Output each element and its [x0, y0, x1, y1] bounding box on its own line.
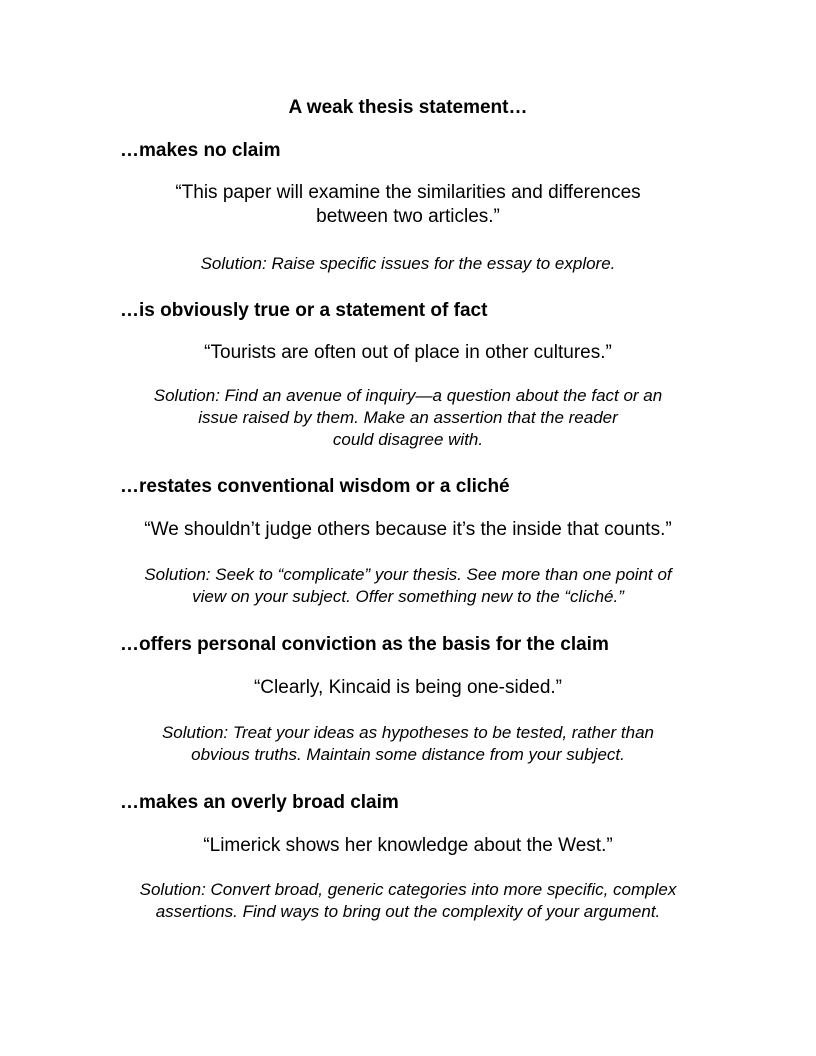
example-quote — [80, 518, 736, 542]
example-quote — [80, 181, 736, 229]
solution-line: could disagree with. — [332, 430, 484, 449]
solution-text — [80, 564, 736, 608]
example-line: “We shouldn’t judge others because it’s the inside that counts.” — [144, 519, 672, 540]
solution-line: view on your subject. Offer something new to the “cliché.” — [192, 587, 624, 606]
example-line: “This paper will examine the similarities and differences — [175, 182, 641, 203]
solution-line: Solution: Treat your ideas as hypotheses to be tested, rather than — [161, 723, 655, 742]
solution-line: obvious truths. Maintain some distance from your subject. — [191, 745, 625, 764]
example-line: “Limerick shows her knowledge about the West.” — [203, 835, 613, 856]
section-heading: …is obviously true or a statement of fact — [120, 300, 488, 321]
page-title: A weak thesis statement… — [288, 97, 528, 118]
example-quote — [80, 834, 736, 858]
solution-line: assertions. Find ways to bring out the complexity of your argument. — [155, 902, 661, 921]
example-quote — [80, 341, 736, 365]
solution-line: Solution: Seek to “complicate” your thesis. See more than one point of — [144, 565, 672, 584]
example-line: “Clearly, Kincaid is being one-sided.” — [253, 677, 563, 698]
section-heading: …makes no claim — [120, 140, 281, 161]
solution-line: issue raised by them. Make an assertion that the reader — [198, 408, 618, 427]
solution-line: Solution: Raise specific issues for the essay to explore. — [200, 254, 616, 273]
solution-text — [80, 385, 736, 451]
example-line: “Tourists are often out of place in other cultures.” — [204, 342, 612, 363]
solution-text — [80, 722, 736, 766]
example-line: between two articles.” — [316, 206, 500, 227]
solution-text — [60, 879, 756, 923]
solution-line: Solution: Convert broad, generic categories into more specific, complex — [139, 880, 677, 899]
section-heading: …offers personal conviction as the basis for the claim — [120, 634, 609, 655]
solution-line: Solution: Find an avenue of inquiry—a question about the fact or an — [153, 386, 663, 405]
example-quote — [80, 676, 736, 700]
solution-text — [80, 253, 736, 275]
section-heading: …restates conventional wisdom or a cliché — [120, 476, 510, 497]
section-heading: …makes an overly broad claim — [120, 792, 399, 813]
